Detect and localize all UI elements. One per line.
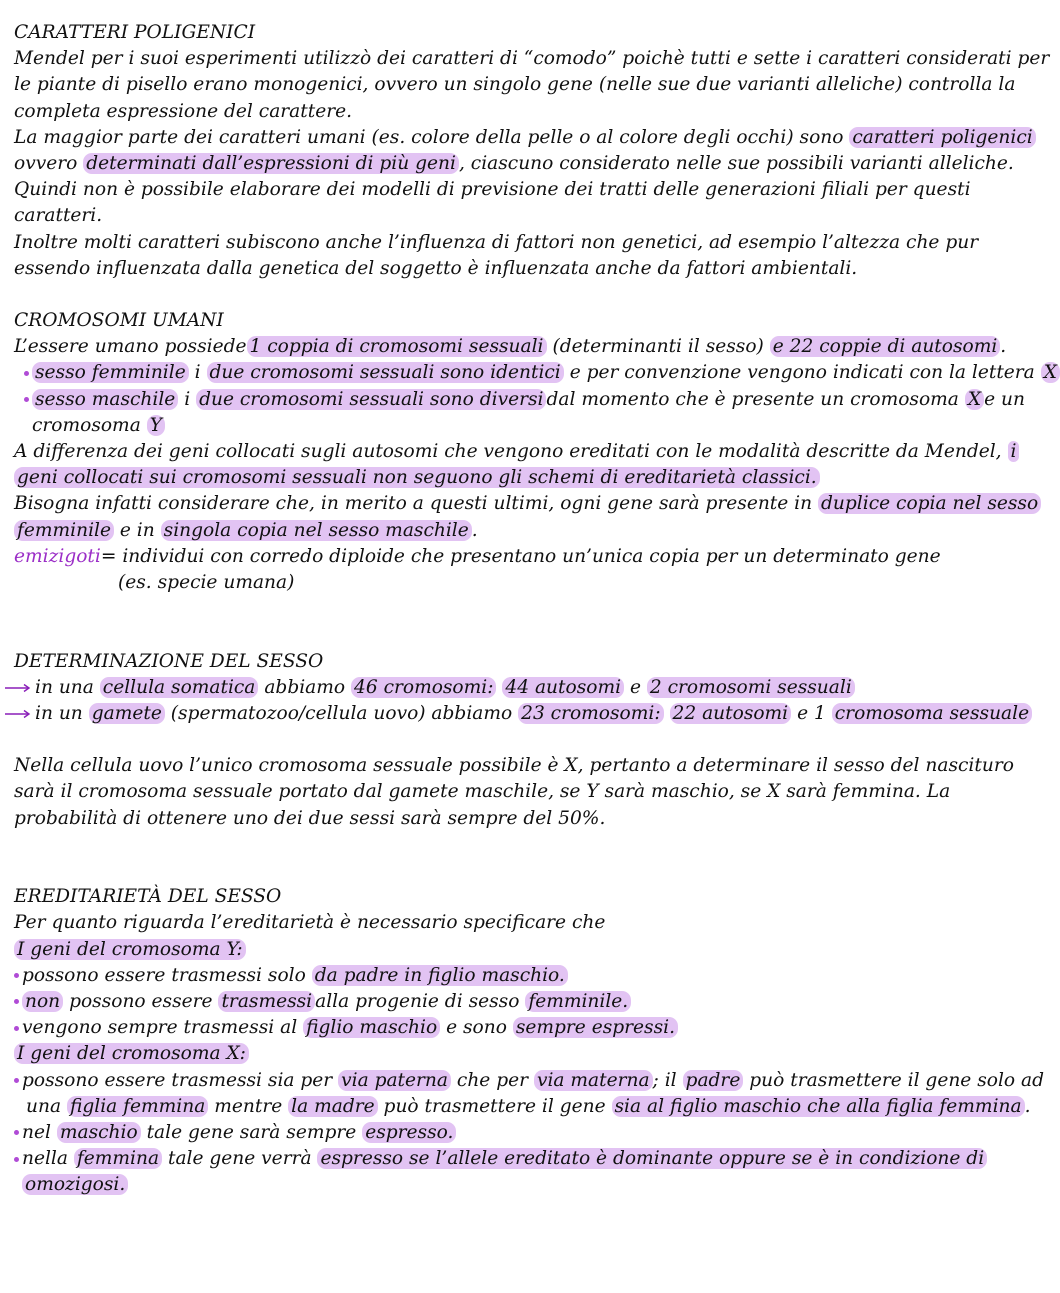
bullet-line: possono essere trasmessi solo da padre in figlio maschio. <box>14 963 996 989</box>
text-line: La maggior parte dei caratteri umani (es. colore della pelle o al colore degli occhi) sono caratteri poligenici <box>14 125 996 151</box>
text-line: le piante di pisello erano monogenici, ovvero un singolo gene (nelle sue due varianti alleliche) controlla la <box>14 74 1016 96</box>
subheading-y <box>14 937 996 963</box>
highlight: via paterna <box>338 1070 451 1091</box>
spacer <box>14 858 996 884</box>
spacer <box>14 282 996 308</box>
text-line: una figlia femmina mentre la madre può trasmettere il gene sia al figlio maschio che alla figlia femmina . <box>26 1095 1031 1117</box>
text-line <box>14 1172 996 1198</box>
highlight: espresso se l’allele ereditato è dominante oppure se è in condizione di <box>317 1148 987 1169</box>
term-emizigoti: emizigoti <box>14 545 101 567</box>
highlight: figlia femmina <box>67 1096 208 1117</box>
spacer <box>14 622 996 648</box>
highlight: omozigosi. <box>22 1174 128 1195</box>
highlight: padre <box>683 1070 744 1091</box>
section-title-poligenici: CARATTERI POLIGENICI <box>14 22 256 43</box>
arrow-line: in un gamete (spermatozoo/cellula uovo) abbiamo 23 cromosomi: 22 autosomi e 1 cromosoma sessuale <box>14 701 996 727</box>
arrow-line: in una cellula somatica abbiamo 46 cromosomi: 44 autosomi e 2 cromosomi sessuali <box>14 675 996 701</box>
bullet-icon <box>14 999 19 1004</box>
text-line: ovvero determinati dall’espressioni di più geni , ciascuno considerato nelle sue possibili varianti alleliche. <box>14 152 1014 174</box>
bullet-icon <box>14 973 19 978</box>
highlight: duplice copia nel sesso <box>818 493 1041 514</box>
text-line: femminile e in singola copia nel sesso maschile . <box>14 518 996 544</box>
text-line: essendo influenzata dalla genetica del soggetto è influenzata anche da fattori ambientali. <box>14 257 858 279</box>
definition-example: (es. specie umana) <box>118 571 295 593</box>
highlight: due cromosomi sessuali sono diversi <box>196 389 546 410</box>
subheading-x <box>14 1041 996 1067</box>
text-line: Bisogna infatti considerare che, in merito a questi ultimi, ogni gene sarà presente in duplice copia nel sesso <box>14 491 996 517</box>
text-line: probabilità di ottenere uno dei due sessi sarà sempre del 50%. <box>14 807 606 829</box>
bullet-icon <box>14 1157 19 1162</box>
highlight: via materna <box>534 1070 653 1091</box>
text-line: A differenza dei geni collocati sugli autosomi che vengono ereditati con le modalità descritte da Mendel, i <box>14 439 996 465</box>
highlight: femminile <box>14 520 114 541</box>
text-line: L’essere umano possiede 1 coppia di cromosomi sessuali (determinanti il sesso) e 22 coppie di autosomi . <box>14 336 1007 358</box>
bullet-icon <box>14 1130 19 1135</box>
highlight: da padre in figlio maschio. <box>312 965 568 986</box>
highlight: non <box>22 991 63 1012</box>
bullet-line: sesso femminile i due cromosomi sessuali sono identici e per convenzione vengono indicati con la lettera X <box>14 360 996 386</box>
bullet-line: sesso maschile i due cromosomi sessuali sono diversi dal momento che è presente un cromosoma X e un <box>14 387 996 413</box>
highlight: 46 cromosomi: <box>351 677 496 698</box>
bullet-line: nel maschio tale gene sarà sempre espresso. <box>14 1120 996 1146</box>
highlight: femminile. <box>525 991 631 1012</box>
text-line <box>14 465 996 491</box>
highlight: sia al figlio maschio che alla figlia femmina <box>612 1096 1025 1117</box>
bullet-line: nella femmina tale gene verrà espresso se l’allele ereditato è dominante oppure se è in condizione di <box>14 1146 996 1172</box>
highlight: gamete <box>89 703 165 724</box>
section-title-determinazione: DETERMINAZIONE DEL SESSO <box>14 650 324 672</box>
text-line: caratteri. <box>14 205 103 227</box>
text-line: Inoltre molti caratteri subiscono anche l’influenza di fattori non genetici, ad esempio l’altezza che pur <box>14 231 979 253</box>
bullet-line: non possono essere trasmessi alla progenie di sesso femminile. <box>14 989 996 1015</box>
arrow-right-icon <box>5 709 31 719</box>
highlight: X <box>965 389 984 410</box>
bullet-icon <box>24 397 29 402</box>
highlight: sempre espressi. <box>513 1017 678 1038</box>
highlight: sesso femminile <box>32 362 189 383</box>
highlight: I geni del cromosoma X: <box>14 1043 249 1064</box>
highlight: cromosoma sessuale <box>832 703 1032 724</box>
bullet-icon <box>24 371 29 376</box>
spacer <box>14 832 996 858</box>
highlight: X <box>1041 362 1060 383</box>
text-line: Nella cellula uovo l’unico cromosoma sessuale possibile è X, pertanto a determinare il sesso del nascituro <box>14 755 1014 777</box>
bullet-line: vengono sempre trasmessi al figlio maschio e sono sempre espressi. <box>14 1015 996 1041</box>
highlight: sesso maschile <box>32 389 178 410</box>
highlight: figlio maschio <box>303 1017 440 1038</box>
highlight: i <box>1008 441 1020 462</box>
highlight: la madre <box>288 1096 377 1117</box>
highlight: trasmessi <box>218 991 315 1012</box>
highlight: due cromosomi sessuali sono identici <box>207 362 564 383</box>
text-line: sarà il cromosoma sessuale portato dal gamete maschile, se Y sarà maschio, se X sarà femmina. La <box>14 781 951 803</box>
highlight: I geni del cromosoma Y: <box>14 939 246 960</box>
definition-line: emizigoti= individui con corredo diploide che presentano un’unica copia per un determinato gene <box>14 545 941 567</box>
bullet-icon <box>14 1078 19 1083</box>
highlight: 44 autosomi <box>502 677 624 698</box>
arrow-right-icon <box>5 683 31 693</box>
bullet-line: possono essere trasmessi sia per via paterna che per via materna ; il padre può trasmettere il gene solo ad <box>14 1068 996 1094</box>
highlight: 1 coppia di cromosomi sessuali <box>247 336 547 357</box>
highlight: femmina <box>74 1148 162 1169</box>
text-line: cromosoma Y <box>14 413 996 439</box>
highlight: 2 cromosomi sessuali <box>647 677 855 698</box>
bullet-icon <box>14 1026 19 1031</box>
text-line: Mendel per i suoi esperimenti utilizzò dei caratteri di “comodo” poichè tutti e sette i caratteri considerati per <box>14 48 1050 70</box>
highlight: 23 cromosomi: <box>518 703 663 724</box>
document-page <box>14 20 1057 1198</box>
highlight: Y <box>147 415 165 436</box>
highlight: maschio <box>57 1122 141 1143</box>
text-line: completa espressione del carattere. <box>14 100 353 122</box>
highlight: espresso. <box>362 1122 456 1143</box>
spacer <box>14 596 996 622</box>
text-line: Per quanto riguarda l’ereditarietà è necessario specificare che <box>14 912 606 934</box>
highlight: 22 autosomi <box>670 703 792 724</box>
highlight: determinati dall’espressioni di più geni <box>83 153 459 174</box>
spacer <box>14 727 996 753</box>
section-title-ereditarieta: EREDITARIETÀ DEL SESSO <box>14 886 282 908</box>
text-line: Quindi non è possibile elaborare dei modelli di previsione dei tratti delle generazioni filiali per questi <box>14 179 971 201</box>
section-title-cromosomi: CROMOSOMI UMANI <box>14 310 224 332</box>
highlight: caratteri poligenici <box>849 127 1035 148</box>
highlight: singola copia nel sesso maschile <box>161 520 472 541</box>
highlight: geni collocati sui cromosomi sessuali non seguono gli schemi di ereditarietà classici. <box>14 467 820 488</box>
highlight: e 22 coppie di autosomi <box>770 336 1001 357</box>
highlight: cellula somatica <box>100 677 259 698</box>
